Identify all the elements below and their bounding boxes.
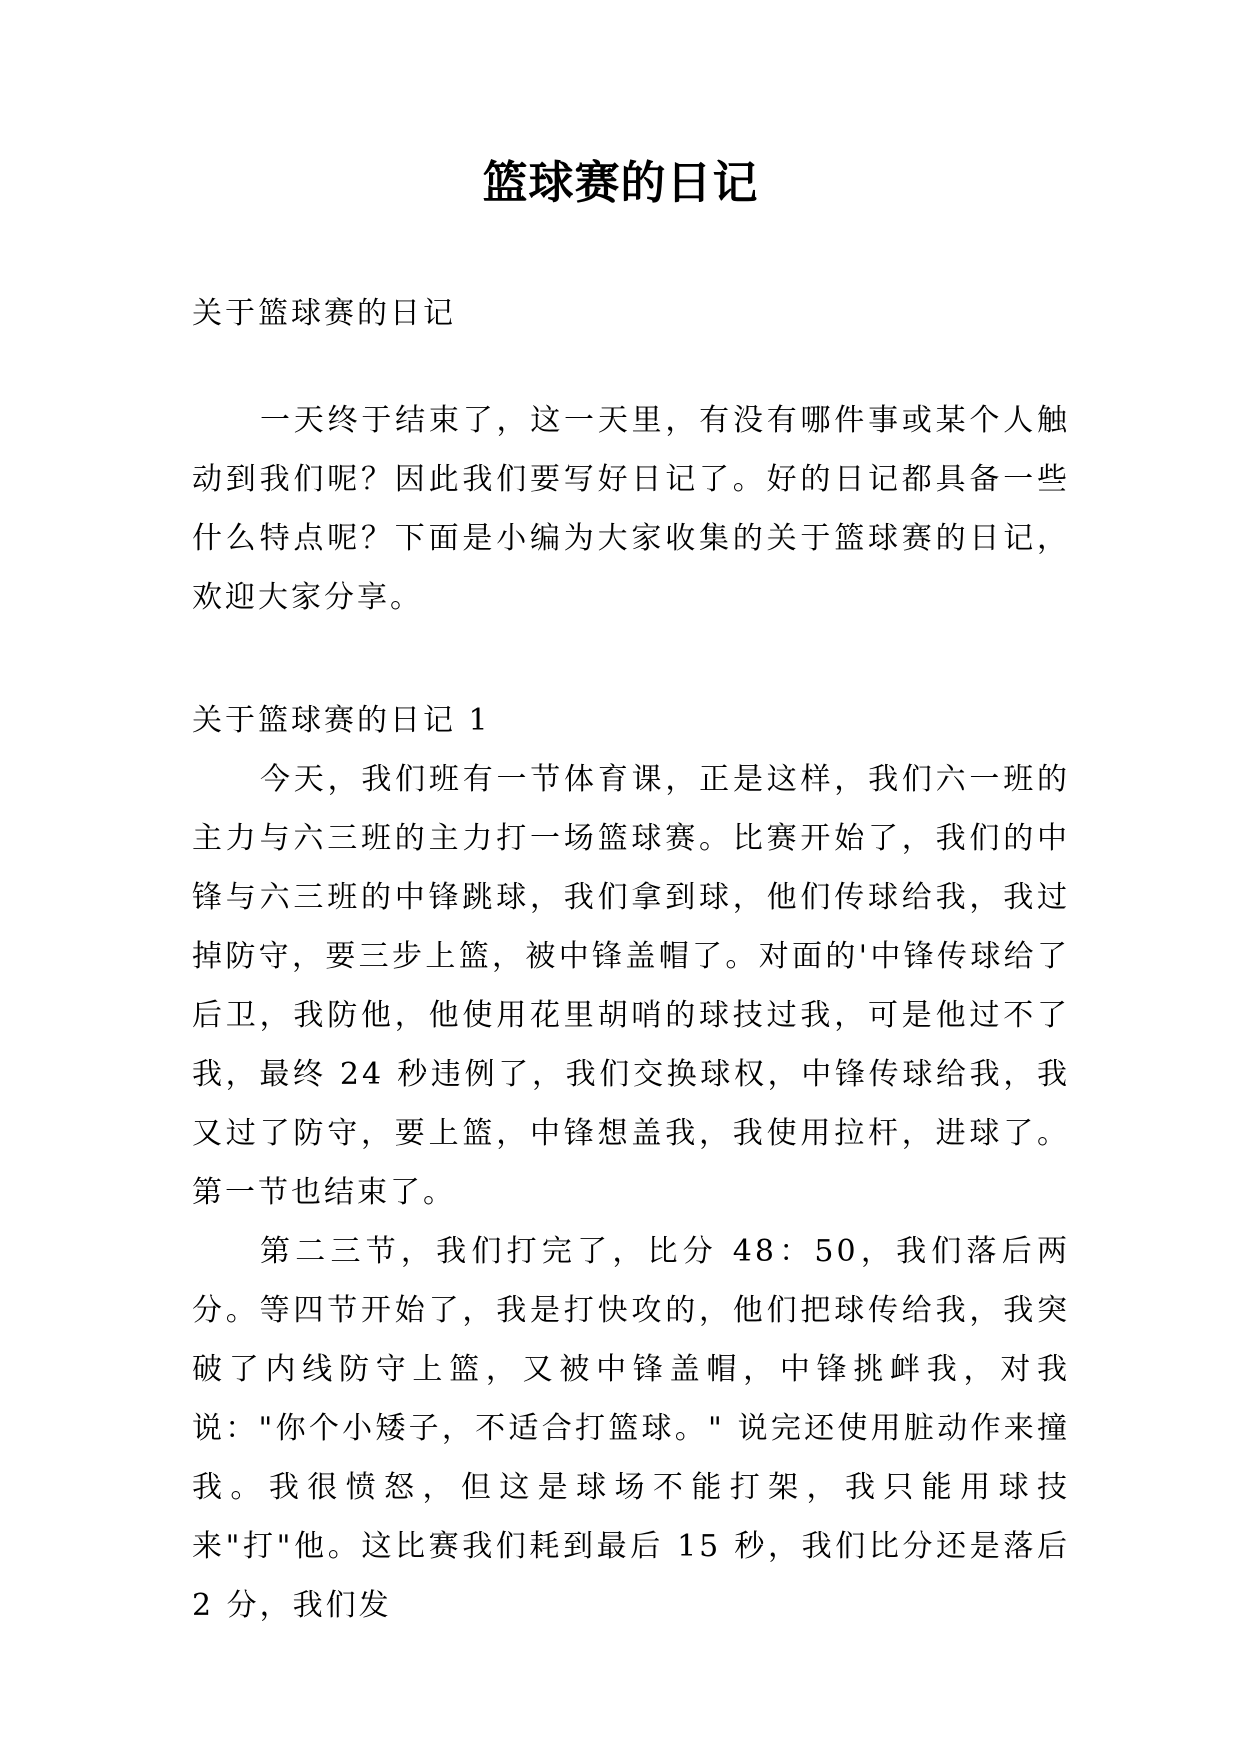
section-heading: 关于篮球赛的日记 1	[192, 703, 491, 738]
intro-paragraph: 一天终于结束了，这一天里，有没有哪件事或某个人触动到我们呢？因此我们要写好日记了。好的日记都具备一些什么特点呢？下面是小编为大家收集的关于篮球赛的日记，欢迎大家分享。	[192, 403, 1070, 615]
document-title: 篮球赛的日记	[482, 156, 759, 209]
document-subtitle: 关于篮球赛的日记	[192, 296, 456, 331]
document-body	[192, 284, 1070, 1635]
body-paragraph-1: 今天，我们班有一节体育课，正是这样，我们六一班的主力与六三班的主力打一场篮球赛。比赛开始了，我们的中锋与六三班的中锋跳球，我们拿到球，他们传球给我，我过掉防守，要三步上篮，被中锋盖帽了。对面的'中锋传球给了后卫，我防他，他使用花里胡哨的球技过我，可是他过不了我，最终 24 秒违例了，我们交换球权，中锋传球给我，我又过了防守，要上篮，中锋想盖我，我使用拉杆，进球了。第一节也结束了。	[192, 762, 1070, 1210]
body-paragraph-2: 第二三节，我们打完了，比分 48：50，我们落后两分。等四节开始了，我是打快攻的，他们把球传给我，我突破了内线防守上篮，又被中锋盖帽，中锋挑衅我，对我说："你个小矮子，不适合打篮球。" 说完还使用脏动作来撞我。我很愤怒，但这是球场不能打架，我只能用球技来"打"他。这比赛我们耗到最后 15 秒，我们比分还是落后 2 分，我们发	[192, 1234, 1070, 1623]
